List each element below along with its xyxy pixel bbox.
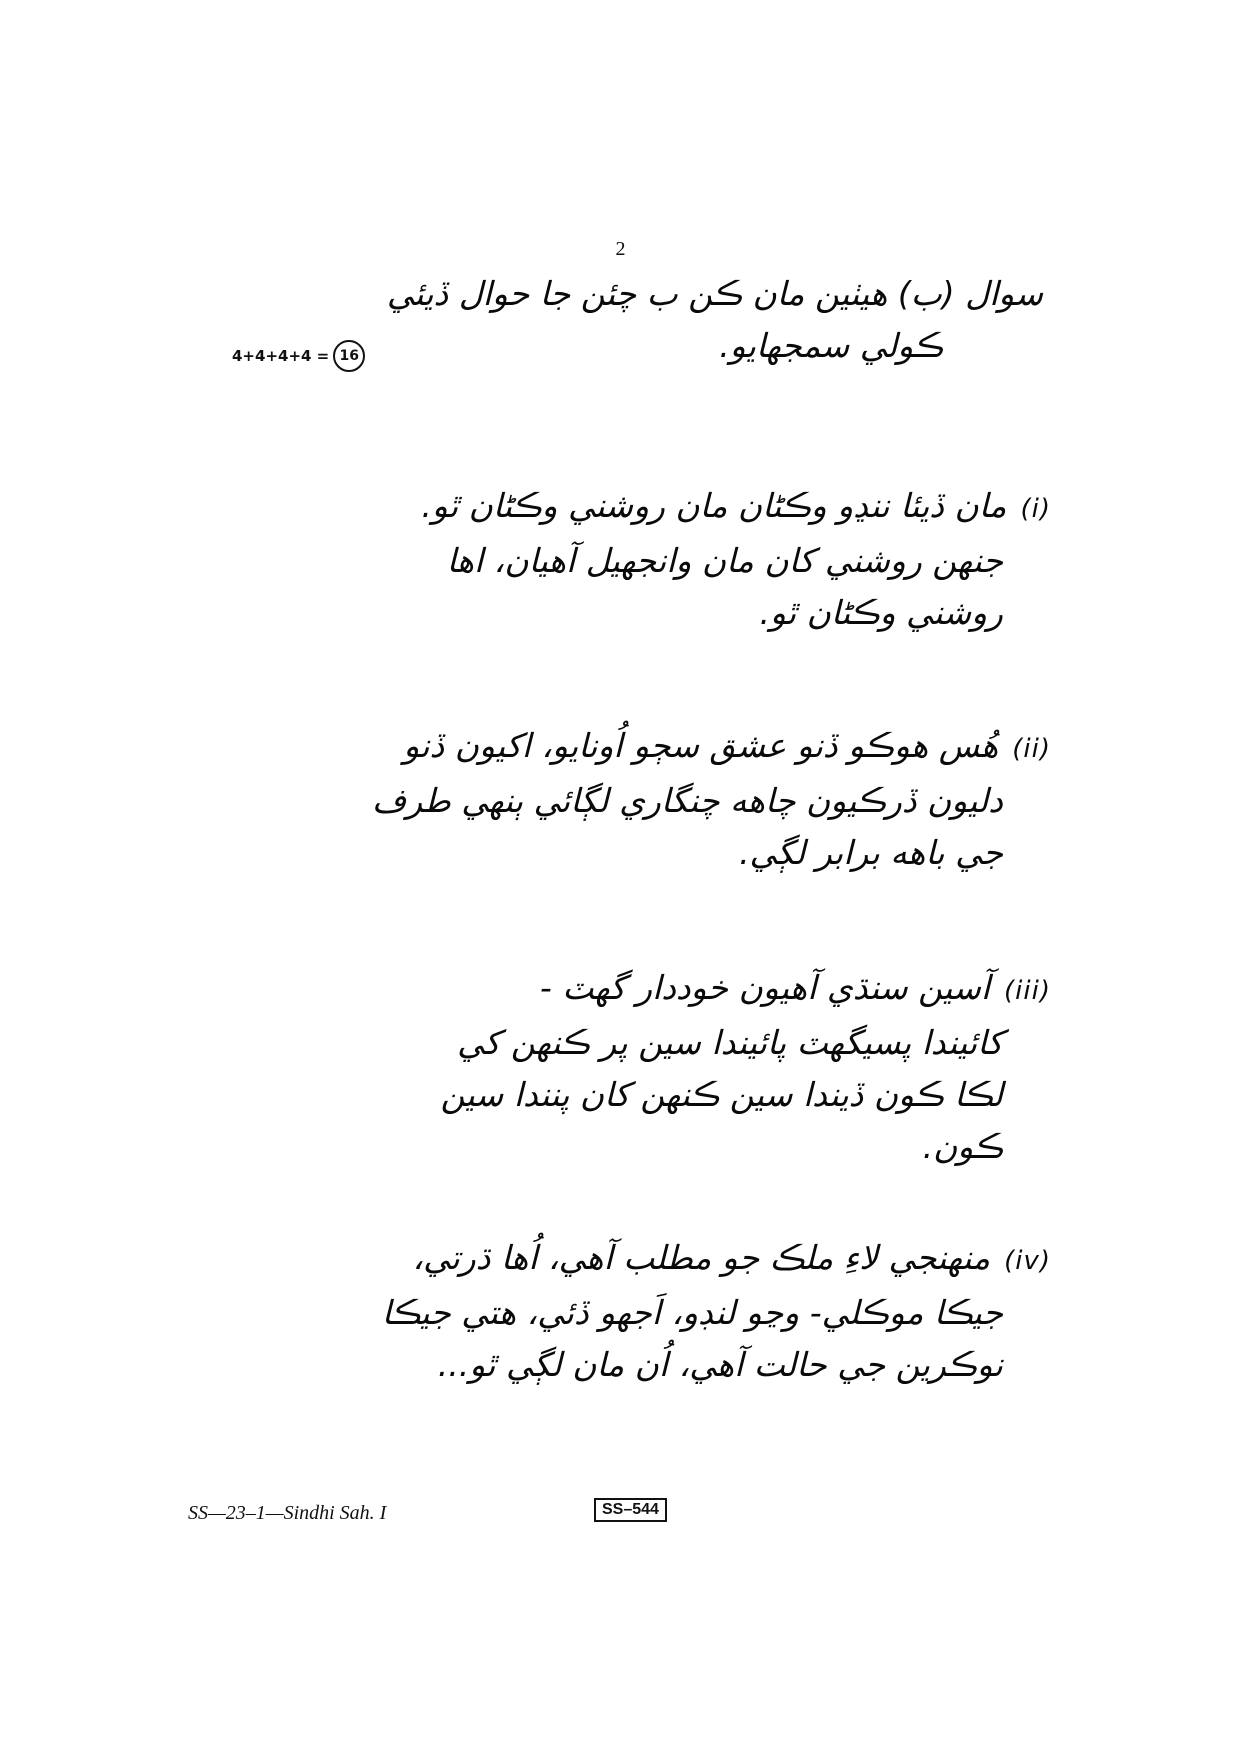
answer-3-line-3: لڪا ڪون ڏيندا سين ڪنهن کان پنندا سين (440, 1075, 1003, 1114)
answer-4-line-3: نوڪرين جي حالت آهي، اُن مان لڳي ٿو... (437, 1345, 1003, 1384)
footer-paper-code: SS—23–1—Sindhi Sah. I (188, 1502, 387, 1524)
answer-2-line-2: دليون ڏرڪيون چاهه چنگاري لڳائي ٻنهي طرف (372, 781, 1003, 820)
answer-1 (421, 480, 1051, 639)
answer-4 (382, 1232, 1051, 1391)
answer-3-line-2: کائيندا پسيگهٽ پائيندا سين پر ڪنهن کي (457, 1023, 1003, 1062)
answer-4-line-1: (iv)منهنجي لاءِ ملڪ جو مطلب آهي، اُها ڌرتي، (412, 1238, 1051, 1277)
answer-1-line-2: جنهن روشني کان مان وانجهيل آهيان، اها (446, 541, 1003, 580)
answer-1-number: (i) (1020, 494, 1051, 524)
marks-total: 16 (333, 340, 365, 372)
prompt-line-2: ڪولي سمجهايو. (719, 326, 943, 365)
answer-3-number: (iii) (1004, 976, 1051, 1006)
answer-4-line-2: جيڪا موڪلي- وڃو لنڊو، اَجهو ڏئي، هتي جيڪا (381, 1293, 1003, 1332)
marks-breakdown: 4+4+4+4 = (232, 347, 330, 365)
question-prompt (387, 268, 1043, 372)
answer-1-line-3: روشني وڪڻان ٿو. (759, 593, 1003, 632)
marks-annotation (232, 340, 365, 372)
answer-4-number: (iv) (1004, 1246, 1051, 1276)
answer-3-line-1: (iii)آسين سنڌي آهيون خوددار گهٽ - (539, 968, 1051, 1007)
answer-3-line-4: ڪون. (922, 1127, 1003, 1166)
answer-3 (441, 962, 1051, 1173)
answer-2-line-1: (ii)هُس هوڪو ڏنو عشق سڄو اُونايو، اکيون ڏنو (403, 726, 1051, 765)
answer-2 (372, 720, 1051, 879)
answer-2-line-3: جي باهه برابر لڳي. (739, 833, 1003, 872)
answer-2-number: (ii) (1012, 734, 1051, 764)
answer-1-line-1: (i)مان ڏيئا ننڍو وڪڻان مان روشني وڪڻان ٿو. (421, 486, 1051, 525)
prompt-line-1: سوال (ب) هيٺين مان ڪن ب چئن جا حوال ڏيئي (386, 274, 1043, 313)
footer-series-code: SS–544 (594, 1498, 667, 1522)
page-number: 2 (615, 238, 626, 260)
